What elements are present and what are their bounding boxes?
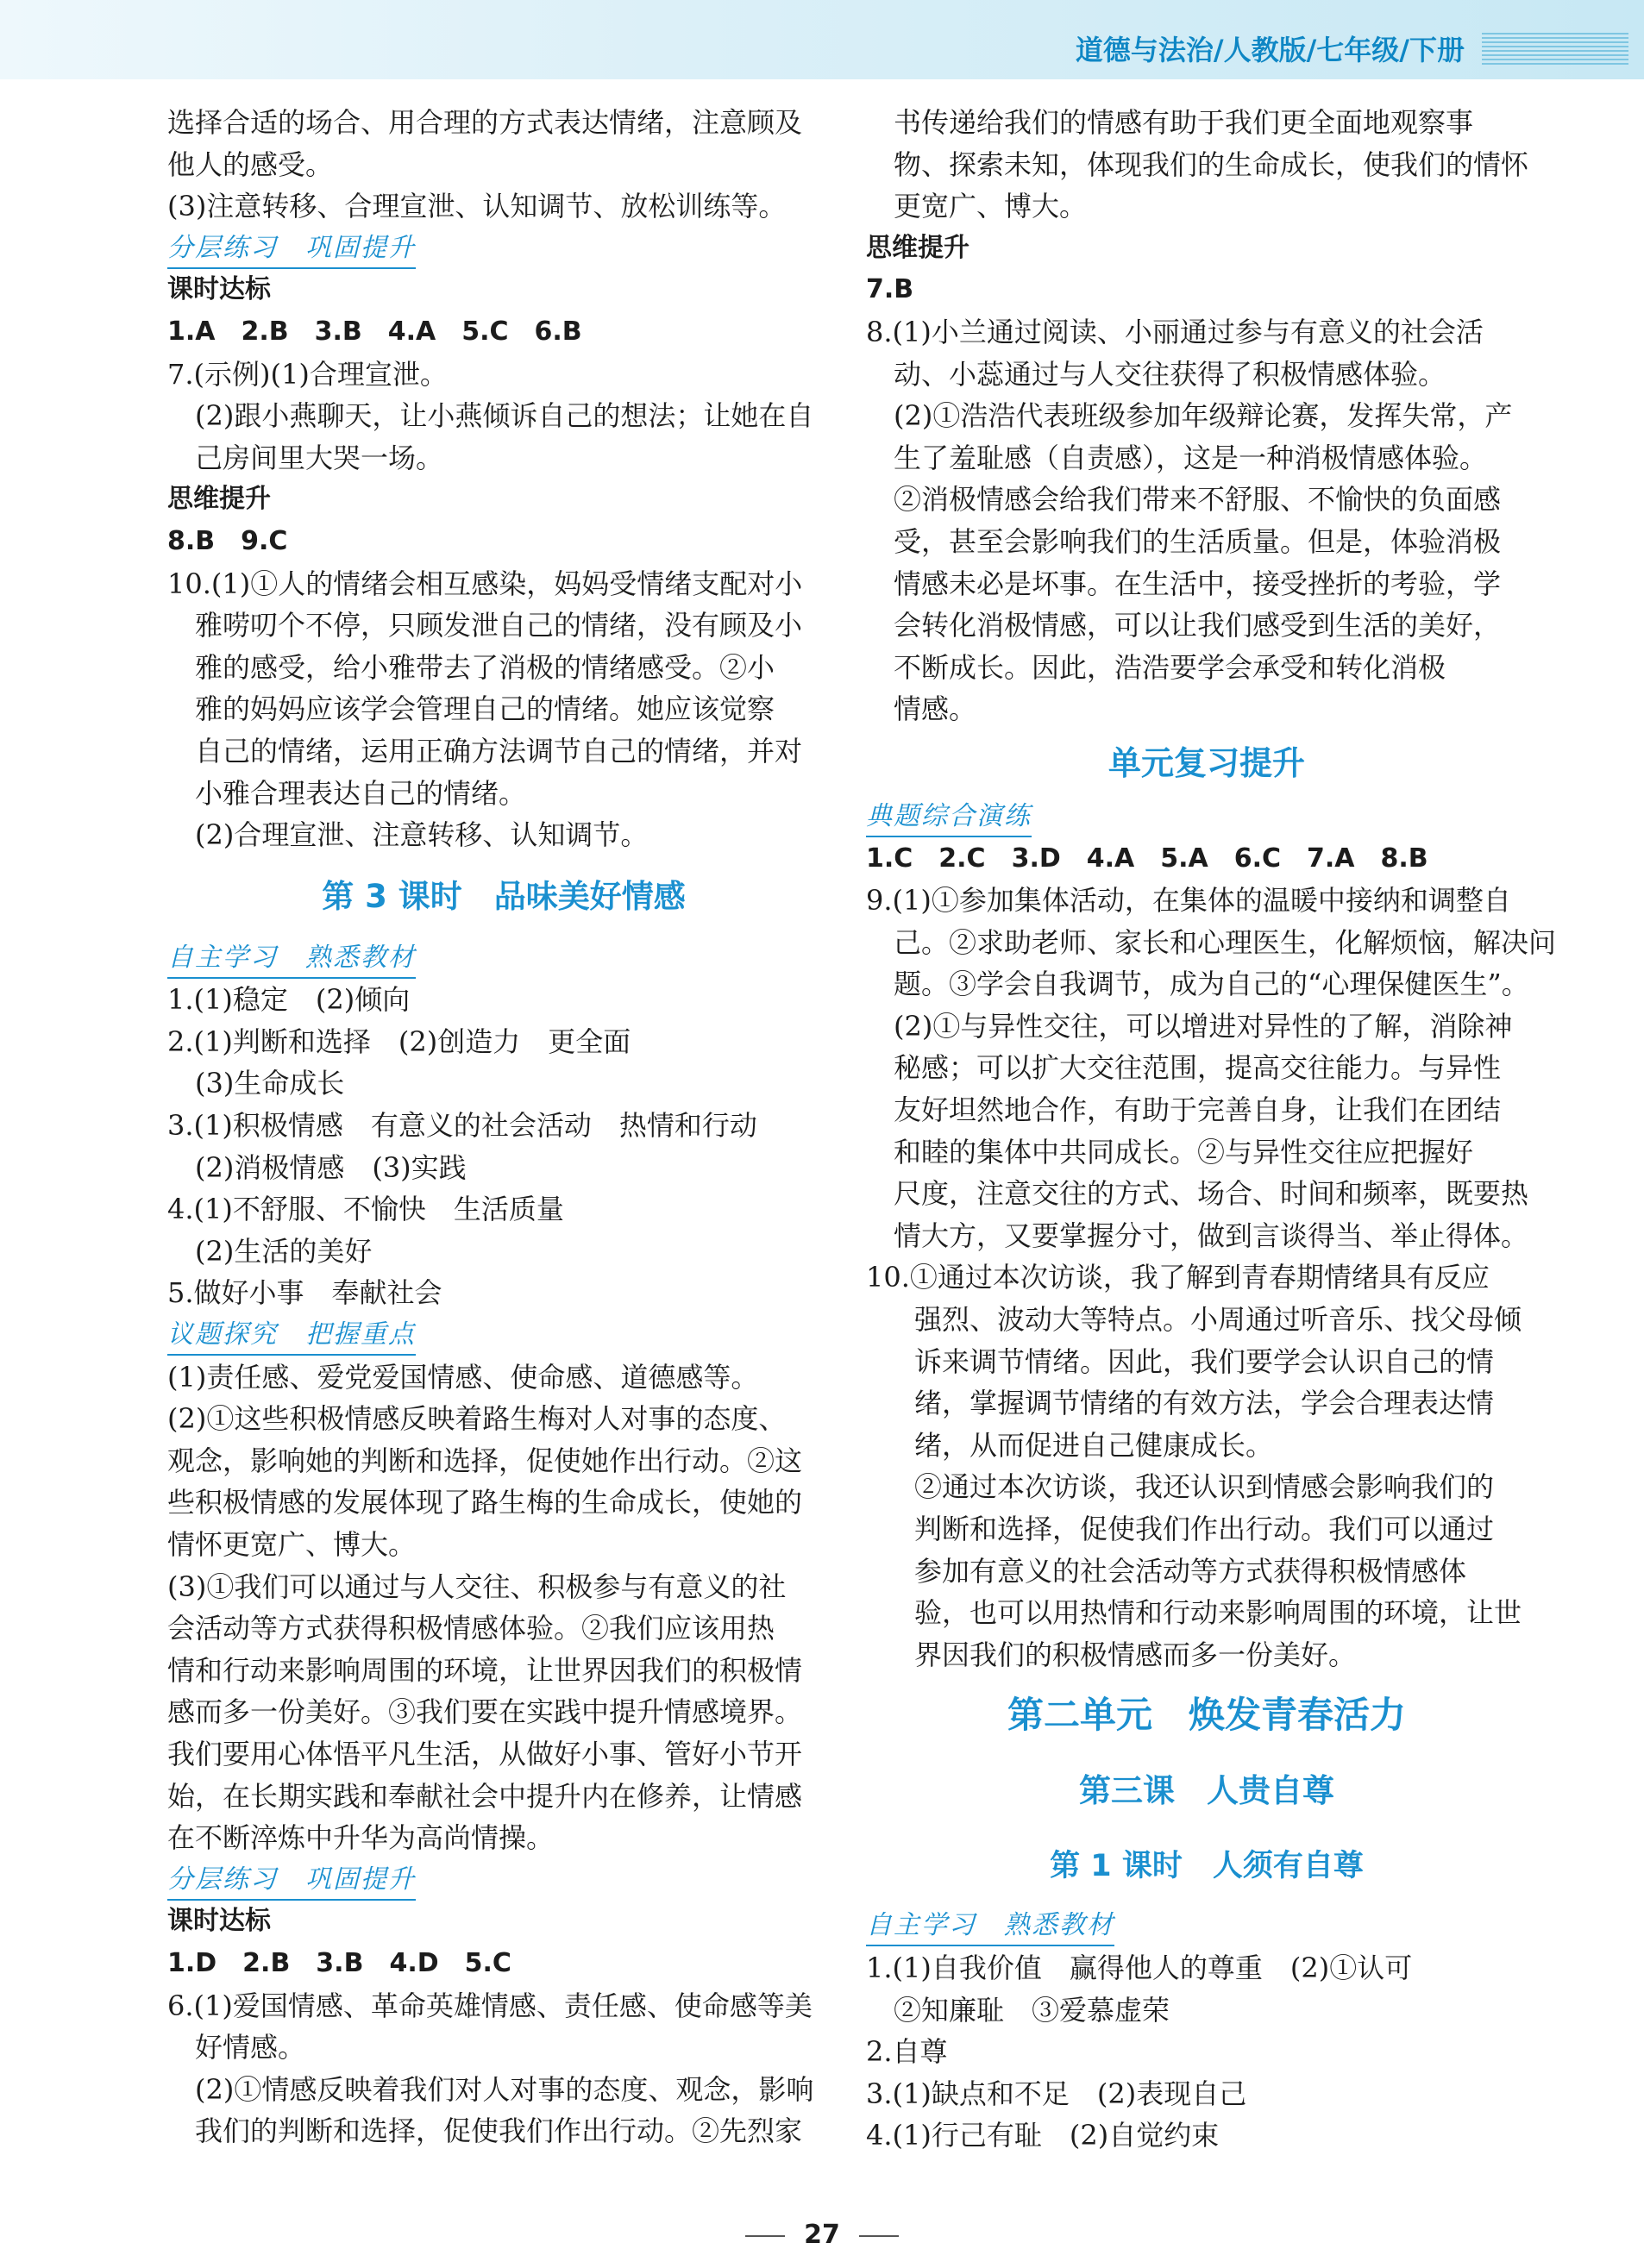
period-title: 第 1 课时 人须有自尊 bbox=[1050, 1849, 1364, 1884]
text-line: 和睦的集体中共同成长。②与异性交往应把握好 bbox=[894, 1135, 1474, 1168]
text-line: 始，在长期实践和奉献社会中提升内在修养，让情感 bbox=[167, 1779, 803, 1813]
lesson-title: 第 3 课时 品味美好情感 bbox=[322, 877, 686, 915]
section-label-self-study: 自主学习 熟悉教材 bbox=[866, 1908, 1114, 1946]
text-line: 我们的判断和选择，促使我们作出行动。②先烈家 bbox=[195, 2115, 803, 2148]
text-line: 题。③学会自我调节，成为自己的“心理保健医生”。 bbox=[894, 968, 1529, 1001]
text-line: 3.(1)缺点和不足 (2)表现自己 bbox=[866, 2077, 1247, 2110]
text-line: 小雅合理表达自己的情绪。 bbox=[195, 776, 527, 810]
page-number-value: 27 bbox=[804, 2220, 840, 2250]
text-line: 情和行动来影响周围的环境，让世界因我们的积极情 bbox=[167, 1653, 803, 1687]
left-column bbox=[167, 102, 840, 2152]
unit-review-title: 单元复习提升 bbox=[1108, 743, 1305, 782]
text-line: (2)①这些积极情感反映着路生梅对人对事的态度、 bbox=[167, 1402, 787, 1436]
text-line: 参加有意义的社会活动等方式获得积极情感体 bbox=[914, 1554, 1467, 1588]
unit-title: 第二单元 焕发青春活力 bbox=[1007, 1694, 1406, 1737]
text-line: (2)①浩浩代表班级参加年级辩论赛，发挥失常，产 bbox=[894, 399, 1513, 433]
text-line: 我们要用心体悟平凡生活，从做好小事、管好小节开 bbox=[167, 1737, 803, 1770]
text-line: (2)①情感反映着我们对人对事的态度、观念，影响 bbox=[195, 2072, 814, 2106]
section-label-topic-inquiry: 议题探究 把握重点 bbox=[167, 1318, 416, 1356]
text-line: 友好坦然地合作，有助于完善自身，让我们在团结 bbox=[894, 1093, 1502, 1127]
page-number bbox=[0, 2220, 1644, 2250]
block-heading-thinking: 思维提升 bbox=[866, 232, 969, 263]
text-line: (2)合理宣泄、注意转移、认知调节。 bbox=[195, 818, 649, 852]
text-line: ②消极情感会给我们带来不舒服、不愉快的负面感 bbox=[894, 483, 1502, 517]
section-label-typical-problems: 典题综合演练 bbox=[866, 799, 1032, 837]
text-line: (1)责任感、爱党爱国情感、使命感、道德感等。 bbox=[167, 1360, 759, 1394]
section-label-layered-practice: 分层练习 巩固提升 bbox=[167, 231, 416, 269]
text-line: 诉来调节情绪。因此，我们要学会认识自己的情 bbox=[914, 1344, 1495, 1378]
text-line: 判断和选择，促使我们作出行动。我们可以通过 bbox=[914, 1513, 1495, 1545]
text-line: 雅的妈妈应该学会管理自己的情绪。她应该觉察 bbox=[195, 692, 775, 726]
text-line: 1.(1)自我价值 赢得他人的尊重 (2)①认可 bbox=[866, 1951, 1413, 1984]
block-heading-class-standard: 课时达标 bbox=[167, 1906, 271, 1937]
text-line: (3)生命成长 bbox=[195, 1067, 345, 1100]
text-line: 绪，掌握调节情绪的有效方法，学会合理表达情 bbox=[914, 1387, 1495, 1420]
text-line: 生了羞耻感（自责感），这是一种消极情感体验。 bbox=[894, 441, 1488, 474]
section-label-layered-practice: 分层练习 巩固提升 bbox=[167, 1863, 416, 1901]
text-line: 会转化消极情感，可以让我们感受到生活的美好， bbox=[894, 609, 1502, 642]
text-line: 3.(1)积极情感 有意义的社会活动 热情和行动 bbox=[167, 1109, 757, 1143]
text-line: 界因我们的积极情感而多一份美好。 bbox=[914, 1638, 1357, 1671]
text-line: ②通过本次访谈，我还认识到情感会影响我们的 bbox=[914, 1470, 1495, 1504]
text-line: 好情感。 bbox=[195, 2031, 306, 2064]
text-line: 动、小蕊通过与人交往获得了积极情感体验。 bbox=[894, 357, 1446, 391]
block-heading-thinking: 思维提升 bbox=[167, 484, 271, 515]
text-line: ②知廉耻 ③爱慕虚荣 bbox=[894, 1993, 1170, 2027]
header-title: 道德与法治/人教版/七年级/下册 bbox=[1075, 34, 1465, 66]
text-line: 1.(1)稳定 (2)倾向 bbox=[167, 983, 411, 1017]
text-line: 自己的情绪，运用正确方法调节自己的情绪，并对 bbox=[195, 734, 803, 767]
text-line: 8.(1)小兰通过阅读、小丽通过参与有意义的社会活 bbox=[866, 315, 1484, 348]
text-line: 在不断淬炼中升华为高尚情操。 bbox=[167, 1821, 555, 1855]
text-line: (2)跟小燕聊天，让小燕倾诉自己的想法；让她在自 bbox=[195, 399, 814, 433]
text-line: 更宽广、博大。 bbox=[894, 190, 1088, 223]
text-line: 他人的感受。 bbox=[167, 147, 334, 181]
text-line: (3)①我们可以通过与人交往、积极参与有意义的社 bbox=[167, 1569, 787, 1603]
text-line: 选择合适的场合、用合理的方式表达情绪，注意顾及 bbox=[167, 106, 803, 139]
answer-line: 7.B bbox=[866, 274, 914, 305]
text-line: 己。②求助老师、家长和心理医生，化解烦恼，解决问 bbox=[894, 925, 1557, 959]
text-line: 验，也可以用热情和行动来影响周围的环境，让世 bbox=[914, 1596, 1522, 1630]
lesson-title: 第三课 人贵自尊 bbox=[1079, 1772, 1334, 1810]
right-column bbox=[866, 102, 1557, 2157]
text-line: 强烈、波动大等特点。小周通过听音乐、找父母倾 bbox=[914, 1303, 1522, 1337]
text-line: 不断成长。因此，浩浩要学会承受和转化消极 bbox=[894, 650, 1446, 684]
text-line: 己房间里大哭一场。 bbox=[195, 441, 444, 474]
text-line: 10.(1)①人的情绪会相互感染，妈妈受情绪支配对小 bbox=[167, 567, 803, 600]
text-line: 7.(示例)(1)合理宣泄。 bbox=[167, 357, 448, 391]
text-line: 绪，从而促进自己健康成长。 bbox=[914, 1428, 1274, 1462]
text-line: 会活动等方式获得积极情感体验。②我们应该用热 bbox=[167, 1612, 775, 1645]
text-line: 受，甚至会影响我们的生活质量。但是，体验消极 bbox=[894, 524, 1502, 558]
text-line: 雅唠叨个不停，只顾发泄自己的情绪，没有顾及小 bbox=[195, 609, 803, 642]
text-line: 10.①通过本次访谈，我了解到青春期情绪具有反应 bbox=[866, 1261, 1490, 1294]
block-heading-class-standard: 课时达标 bbox=[167, 274, 271, 305]
text-line: 情怀更宽广、博大。 bbox=[167, 1528, 417, 1561]
answer-line: 1.C 2.C 3.D 4.A 5.A 6.C 7.A 8.B bbox=[866, 843, 1428, 874]
text-line: 观念，影响她的判断和选择，促使她作出行动。②这 bbox=[167, 1444, 803, 1477]
text-line: 情感未必是坏事。在生活中，接受挫折的考验，学 bbox=[894, 567, 1502, 600]
text-line: 情大方，又要掌握分寸，做到言谈得当、举止得体。 bbox=[894, 1219, 1529, 1252]
text-line: (2)生活的美好 bbox=[195, 1234, 373, 1268]
text-line: 情感。 bbox=[894, 692, 977, 726]
answer-line: 1.D 2.B 3.B 4.D 5.C bbox=[167, 1947, 511, 1978]
text-line: 物、探索未知，体现我们的生命成长，使我们的情怀 bbox=[894, 147, 1529, 181]
text-line: 秘感；可以扩大交往范围，提高交往能力。与异性 bbox=[894, 1051, 1502, 1085]
answer-line: 1.A 2.B 3.B 4.A 5.C 6.B bbox=[167, 316, 582, 347]
text-line: 9.(1)①参加集体活动，在集体的温暖中接纳和调整自 bbox=[866, 884, 1511, 918]
text-line: 5.做好小事 奉献社会 bbox=[167, 1276, 442, 1310]
text-line: 6.(1)爱国情感、革命英雄情感、责任感、使命感等美 bbox=[167, 1989, 813, 2022]
text-line: 2.(1)判断和选择 (2)创造力 更全面 bbox=[167, 1024, 631, 1058]
text-line: 2.自尊 bbox=[866, 2035, 948, 2069]
section-label-self-study: 自主学习 熟悉教材 bbox=[167, 941, 416, 979]
text-line: (2)①与异性交往，可以增进对异性的了解，消除神 bbox=[894, 1009, 1513, 1043]
text-line: 雅的感受，给小雅带去了消极的情绪感受。②小 bbox=[195, 650, 775, 684]
text-line: (3)注意转移、合理宣泄、认知调节、放松训练等。 bbox=[167, 190, 787, 223]
text-line: 4.(1)行己有耻 (2)自觉约束 bbox=[866, 2119, 1220, 2152]
text-line: 书传递给我们的情感有助于我们更全面地观察事 bbox=[894, 106, 1474, 139]
text-line: 感而多一份美好。③我们要在实践中提升情感境界。 bbox=[167, 1695, 803, 1729]
text-line: 4.(1)不舒服、不愉快 生活质量 bbox=[167, 1193, 564, 1226]
text-line: 尺度，注意交往的方式、场合、时间和频率，既要热 bbox=[894, 1177, 1529, 1211]
answer-line: 8.B 9.C bbox=[167, 525, 288, 556]
text-line: 些积极情感的发展体现了路生梅的生命成长，使她的 bbox=[167, 1486, 803, 1519]
text-line: (2)消极情感 (3)实践 bbox=[195, 1150, 467, 1184]
